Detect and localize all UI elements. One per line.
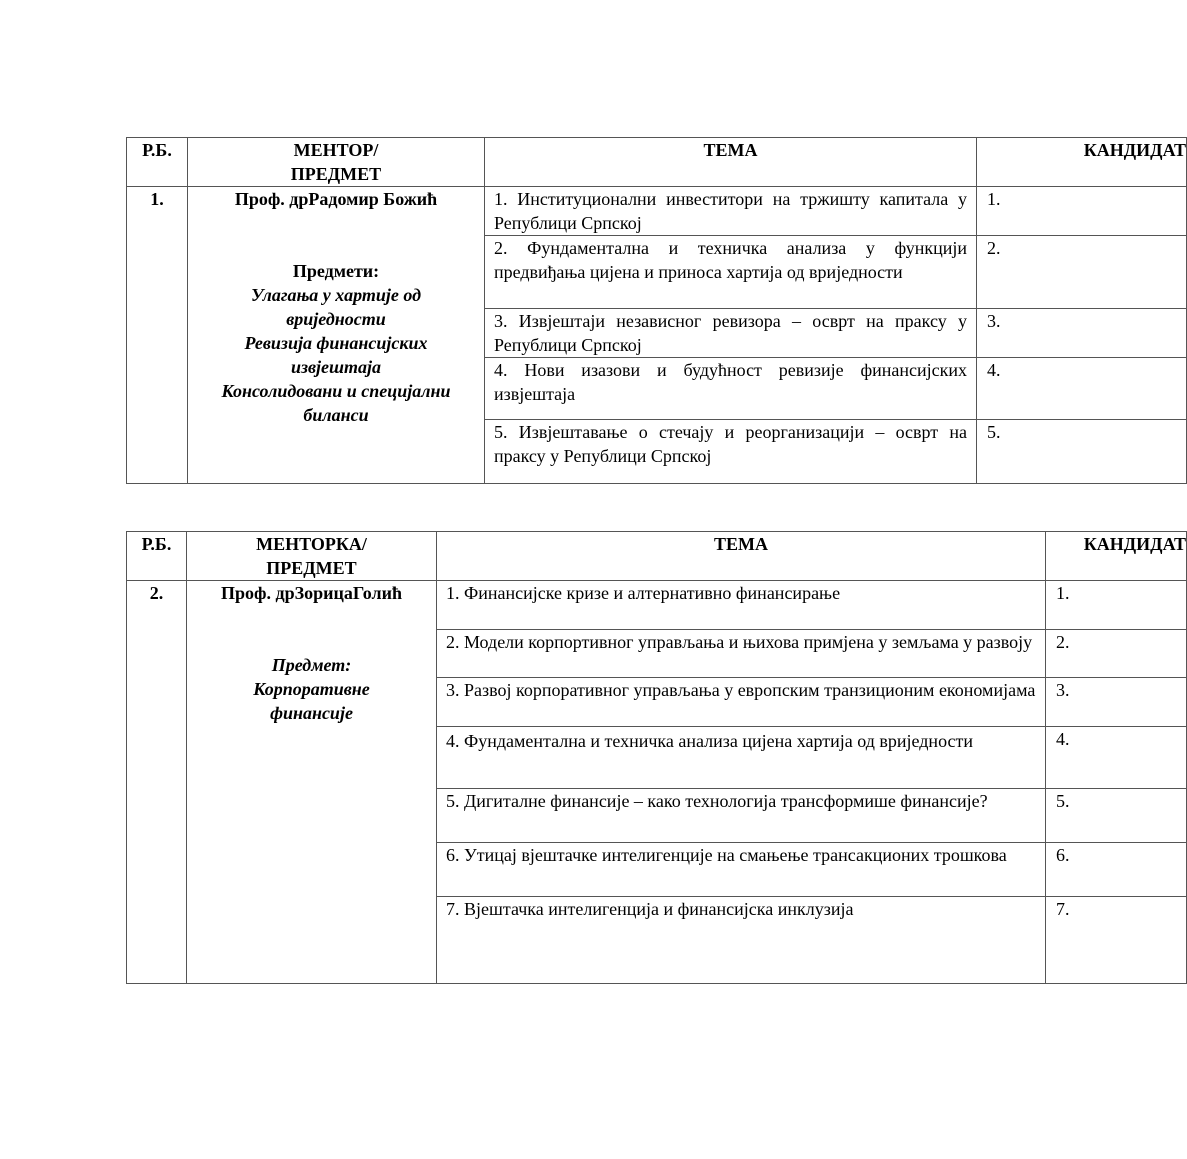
- subject-item: Улагања у хартије од вриједности: [250, 285, 422, 329]
- header-mentor-line1: МЕНТОРКА/: [256, 534, 367, 554]
- header-mentor-line1: МЕНТОР/: [293, 140, 379, 160]
- header-rb: Р.Б.: [127, 532, 187, 581]
- subjects-label: Предмети:: [292, 261, 380, 281]
- subject-item: Ревизија финансијских извјештаја: [244, 333, 428, 377]
- mentor-name: Проф. дрЗорицаГолић: [221, 583, 402, 603]
- candidate-cell: 5.: [1046, 789, 1187, 843]
- mentor-table-2: [126, 531, 1187, 984]
- topic-cell: 6. Утицај вјештачке интелигенције на смањење трансакционих трошкова: [437, 843, 1046, 897]
- candidate-cell: 1.: [1046, 581, 1187, 630]
- mentor-cell: [187, 581, 437, 984]
- table-row: [127, 581, 1187, 630]
- topic-cell: 7. Вјештачка интелигенција и финансијска инклузија: [437, 897, 1046, 984]
- topic-cell: 4. Нови изазови и будућност ревизије финансијских извјештаја: [485, 358, 977, 420]
- header-topic: ТЕМА: [437, 532, 1046, 581]
- topic-cell: 4. Фундаментална и техничка анализа цијена хартија од вриједности: [437, 727, 1046, 789]
- candidate-cell: 3.: [1046, 678, 1187, 727]
- mentor-cell: [188, 187, 485, 484]
- topic-cell: 5. Дигиталне финансије – како технологија трансформише финансије?: [437, 789, 1046, 843]
- topic-cell: 2. Модели корпортивног управљања и њихова примјена у земљама у развоју: [437, 630, 1046, 678]
- header-topic: ТЕМА: [485, 138, 977, 187]
- candidate-cell: 1.: [977, 187, 1187, 236]
- subjects-label: Предмет:: [271, 655, 352, 675]
- table-header-row: [127, 532, 1187, 581]
- header-candidate: КАНДИДАТ: [1046, 532, 1187, 581]
- topic-cell: 1. Институционални инвеститори на тржишту капитала у Републици Српској: [485, 187, 977, 236]
- candidate-cell: 4.: [1046, 727, 1187, 789]
- topic-cell: 2. Фундаментална и техничка анализа у функцији предвиђања цијена и приноса хартија од вриједности: [485, 236, 977, 309]
- subject-item: Корпоративне финансије: [253, 679, 370, 723]
- mentor-table-1: [126, 137, 1187, 484]
- header-rb: Р.Б.: [127, 138, 188, 187]
- header-mentor: [187, 532, 437, 581]
- topic-cell: 1. Финансијске кризе и алтернативно финансирање: [437, 581, 1046, 630]
- row-number: 1.: [127, 187, 188, 484]
- candidate-cell: 7.: [1046, 897, 1187, 984]
- candidate-cell: 3.: [977, 309, 1187, 358]
- topic-cell: 5. Извјештавање о стечају и реорганизацији – осврт на праксу у Републици Српској: [485, 420, 977, 484]
- header-candidate: КАНДИДАТ: [977, 138, 1187, 187]
- candidate-cell: 2.: [977, 236, 1187, 309]
- topic-cell: 3. Извјештаји независног ревизора – осврт на праксу у Републици Српској: [485, 309, 977, 358]
- table-header-row: [127, 138, 1187, 187]
- topic-cell: 3. Развој корпоративног управљања у европским транзиционим економијама: [437, 678, 1046, 727]
- candidate-cell: 6.: [1046, 843, 1187, 897]
- candidate-cell: 5.: [977, 420, 1187, 484]
- table-row: [127, 187, 1187, 236]
- mentor-name: Проф. дрРадомир Божић: [234, 189, 438, 209]
- candidate-cell: 4.: [977, 358, 1187, 420]
- header-mentor: [188, 138, 485, 187]
- subject-item: Консолидовани и специјални биланси: [221, 381, 451, 425]
- candidate-cell: 2.: [1046, 630, 1187, 678]
- header-mentor-line2: ПРЕДМЕТ: [290, 164, 382, 184]
- row-number: 2.: [127, 581, 187, 984]
- header-mentor-line2: ПРЕДМЕТ: [266, 558, 357, 578]
